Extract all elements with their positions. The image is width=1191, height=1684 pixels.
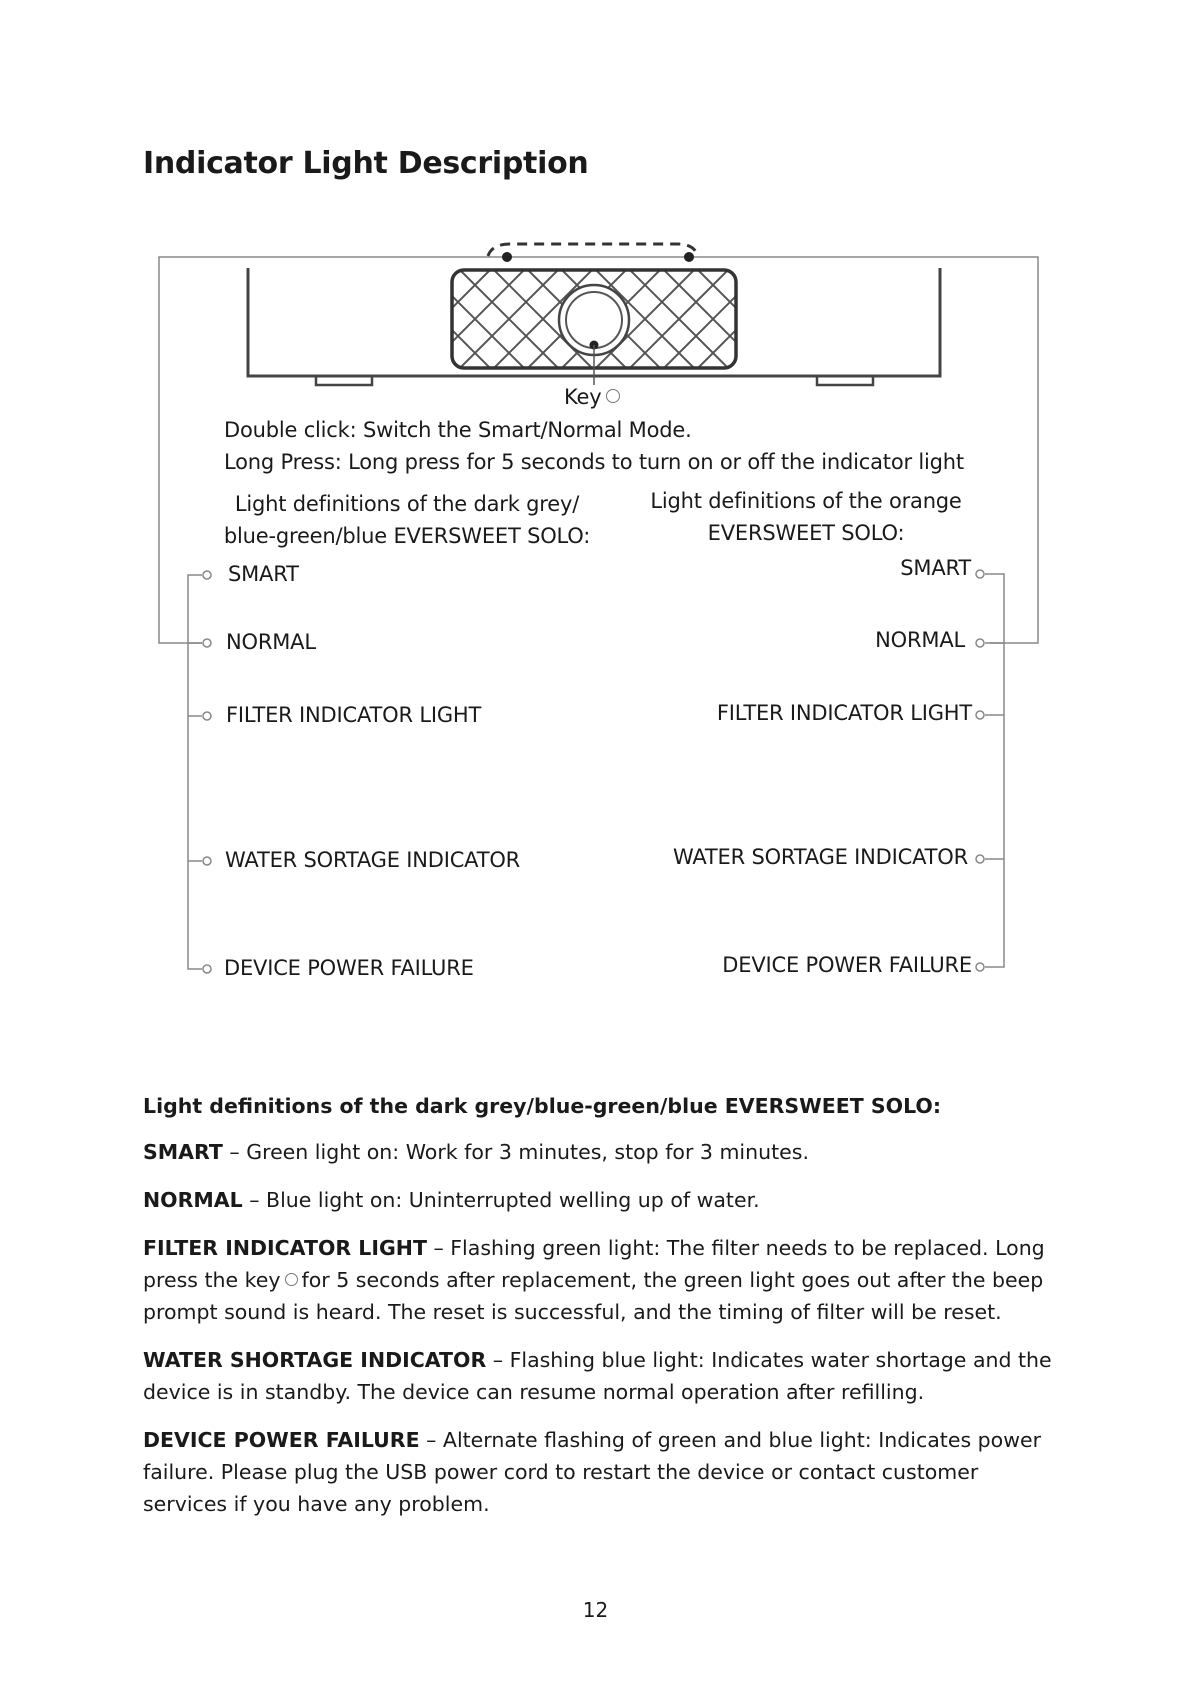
dashed-handle [488,244,698,256]
double-click-instruction: Double click: Switch the Smart/Normal Mode. [224,418,692,442]
right-label-filter: FILTER INDICATOR LIGHT [716,701,972,725]
definition-term: DEVICE POWER FAILURE [143,1428,420,1452]
page-title: Indicator Light Description [143,146,589,181]
left-label-normal: NORMAL [226,630,316,654]
circle-icon [285,1273,298,1286]
definition-term: SMART [143,1140,223,1164]
right-bracket-nodes [976,570,984,971]
long-press-instruction: Long Press: Long press for 5 seconds to turn on or off the indicator light [224,450,964,474]
definition-term: NORMAL [143,1188,243,1212]
left-label-filter: FILTER INDICATOR LIGHT [226,703,482,727]
definition-water: WATER SHORTAGE INDICATOR – Flashing blue light: Indicates water shortage and the device is in standby. The device can resume normal operation after refilling. [143,1348,1052,1404]
left-heading-line1: Light definitions of the dark grey/ [234,492,580,516]
definition-term: FILTER INDICATOR LIGHT [143,1236,427,1260]
definitions-section [143,1090,1063,1536]
right-label-water: WATER SORTAGE INDICATOR [672,845,968,869]
definition-text: Blue light on: Uninterrupted welling up of water. [266,1188,760,1212]
left-label-smart: SMART [228,562,299,586]
circle-icon [606,389,620,403]
definition-term: WATER SHORTAGE INDICATOR [143,1348,487,1372]
definition-text: Alternate flashing of green and blue light: Indicates power failure. Please plug the USB power cord to restart the device or contact customer services if you have any problem. [143,1428,1042,1516]
handle-dot-right [684,252,694,262]
right-bracket [985,574,1004,967]
definition-text: Green light on: Work for 3 minutes, stop for 3 minutes. [246,1140,809,1164]
definition-text: Flashing green light: The filter needs to be replaced. Long press the key [143,1236,1045,1292]
right-heading-line1: Light definitions of the orange [650,489,962,513]
left-label-power: DEVICE POWER FAILURE [224,956,474,980]
left-bracket-nodes [203,571,211,973]
definition-filter: FILTER INDICATOR LIGHT – Flashing green light: The filter needs to be replaced. Long press the key for 5 seconds after replacement, the green light goes out after the beep prompt sound is heard. The reset is successful, and the timing of filter will be reset. [143,1236,1045,1324]
right-label-smart: SMART [900,556,971,580]
key-label: Key [564,385,620,409]
right-heading-line2: EVERSWEET SOLO: [707,521,905,545]
page-number: 12 [582,1598,609,1622]
definition-power: DEVICE POWER FAILURE – Alternate flashing of green and blue light: Indicates power failure. Please plug the USB power cord to restart the device or contact customer services if you have any problem. [143,1428,1042,1516]
key-button-inner [566,292,622,348]
right-label-power: DEVICE POWER FAILURE [722,953,972,977]
left-bracket [188,575,202,969]
left-label-water: WATER SORTAGE INDICATOR [225,848,521,872]
definition-smart: SMART – Green light on: Work for 3 minutes, stop for 3 minutes. [143,1140,809,1164]
handle-dot-left [502,252,512,262]
definition-text: Flashing blue light: Indicates water shortage and the device is in standby. The device can resume normal operation after refilling. [143,1348,1052,1404]
definition-text-cont: for 5 seconds after replacement, the green light goes out after the beep prompt sound is heard. The reset is successful, and the timing of filter will be reset. [143,1268,1044,1324]
left-heading-line2: blue-green/blue EVERSWEET SOLO: [223,524,591,548]
definitions-heading: Light definitions of the dark grey/blue-green/blue EVERSWEET SOLO: [143,1094,942,1118]
right-label-normal: NORMAL [875,628,965,652]
definition-normal: NORMAL – Blue light on: Uninterrupted welling up of water. [143,1188,760,1212]
